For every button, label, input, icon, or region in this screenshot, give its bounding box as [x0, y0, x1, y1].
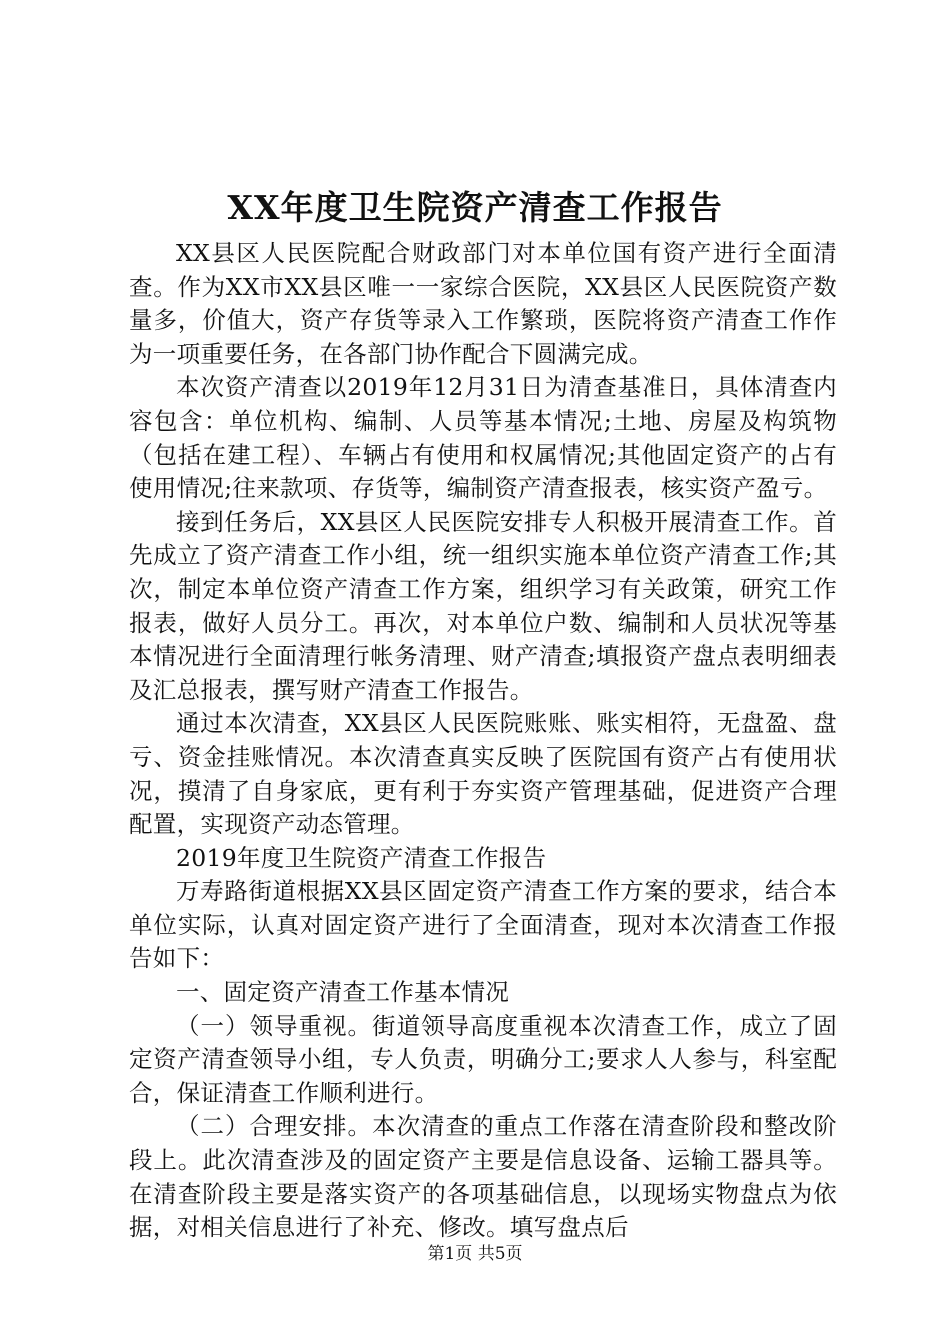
- document-title: XX年度卫生院资产清查工作报告: [227, 188, 723, 227]
- section-heading: 一、固定资产清查工作基本情况: [176, 978, 510, 1007]
- document-body: [129, 237, 837, 1245]
- paragraph: 通过本次清查，XX县区人民医院账账、账实相符，无盘盈、盘亏、资金挂账情况。本次清查真实反映了医院国有资产占有使用状况，摸清了自身家底，更有利于夯实资产管理基础，促进资产合理配置，实现资产动态管理。: [129, 709, 837, 839]
- section-subtitle: 2019年度卫生院资产清查工作报告: [176, 843, 547, 872]
- paragraph: （二）合理安排。本次清查的重点工作落在清查阶段和整改阶段上。此次清查涉及的固定资产主要是信息设备、运输工器具等。在清查阶段主要是落实资产的各项基础信息，以现场实物盘点为依据，对相关信息进行了补充、修改。填写盘点后: [129, 1112, 837, 1242]
- paragraph: （一）领导重视。街道领导高度重视本次清查工作，成立了固定资产清查领导小组，专人负责，明确分工;要求人人参与，科室配合，保证清查工作顺利进行。: [129, 1011, 837, 1107]
- paragraph: 万寿路街道根据XX县区固定资产清查工作方案的要求，结合本单位实际，认真对固定资产进行了全面清查，现对本次清查工作报告如下：: [129, 877, 837, 973]
- paragraph: 接到任务后，XX县区人民医院安排专人积极开展清查工作。首先成立了资产清查工作小组，统一组织实施本单位资产清查工作;其次，制定本单位资产清查工作方案，组织学习有关政策，研究工作报表，做好人员分工。再次，对本单位户数、编制和人员状况等基本情况进行全面清理行帐务清理、财产清查;填报资产盘点表明细表及汇总报表，撰写财产清查工作报告。: [129, 507, 837, 704]
- paragraph: 本次资产清查以2019年12月31日为清查基准日，具体清查内容包含：单位机构、编制、人员等基本情况;土地、房屋及构筑物（包括在建工程）、车辆占有使用和权属情况;其他固定资产的占有使用情况;往来款项、存货等，编制资产清查报表，核实资产盈亏。: [129, 373, 837, 503]
- paragraph: XX县区人民医院配合财政部门对本单位国有资产进行全面清查。作为XX市XX县区唯一一家综合医院，XX县区人民医院资产数量多，价值大，资产存货等录入工作繁琐，医院将资产清查工作作为一项重要任务，在各部门协作配合下圆满完成。: [129, 239, 837, 368]
- page-footer: 第1页 共5页: [427, 1244, 523, 1264]
